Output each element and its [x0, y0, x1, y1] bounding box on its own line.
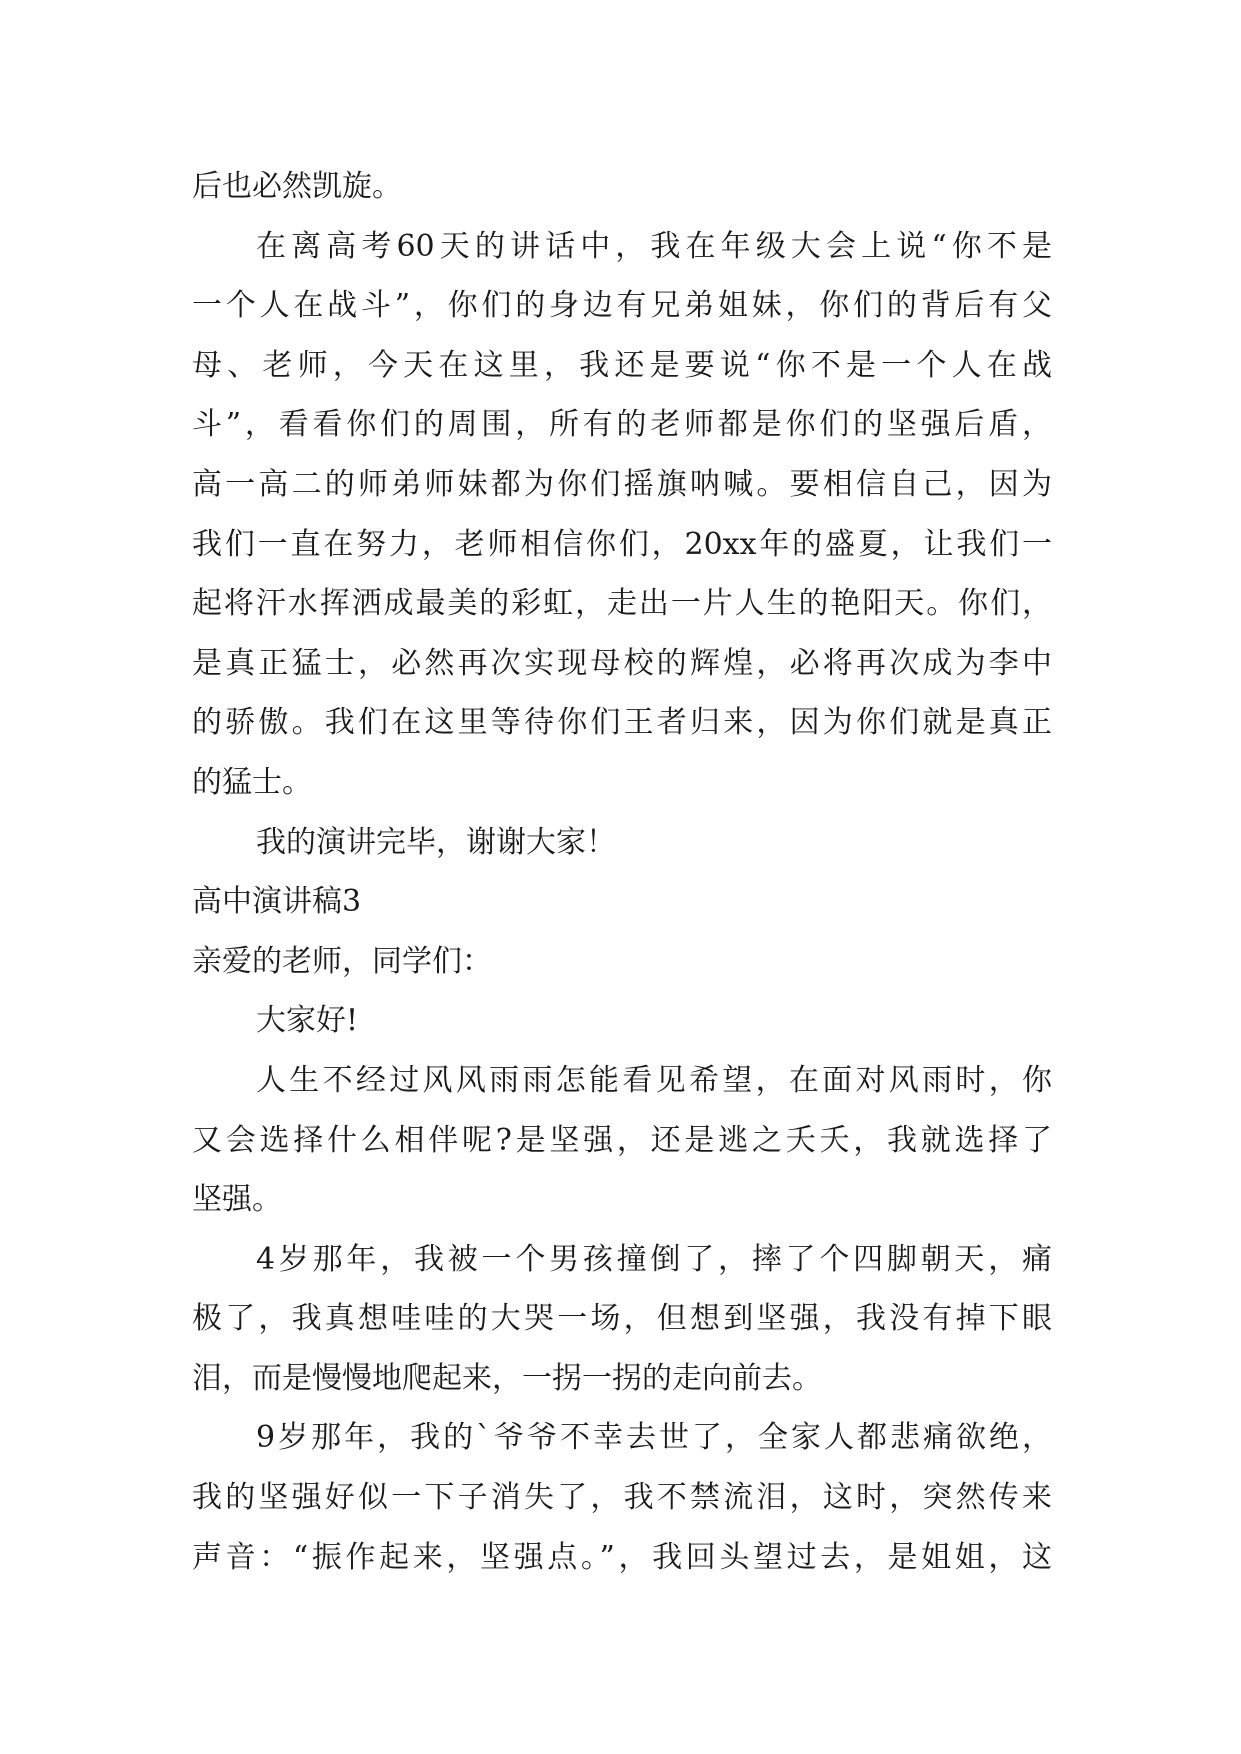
text-line: 一个人在战斗”，你们的身边有兄弟姐妹，你们的背后有父 [192, 288, 1052, 324]
text-line: 高一高二的师弟师妹都为你们摇旗呐喊。要相信自己，因为 [192, 466, 1052, 502]
text-line: 坚强。 [192, 1182, 282, 1218]
text-line: 起将汗水挥洒成最美的彩虹，走出一片人生的艳阳天。你们， [192, 586, 1052, 622]
text-line: 我的坚强好似一下子消失了，我不禁流泪，这时，突然传来 [192, 1480, 1052, 1516]
document-body [192, 157, 1052, 1587]
text-line: 我们一直在努力，老师相信你们，20xx年的盛夏，让我们一 [192, 526, 1052, 562]
text-line: 我的演讲完毕，谢谢大家！ [256, 824, 616, 860]
text-line: 的猛士。 [192, 764, 312, 800]
text-line: 泪，而是慢慢地爬起来，一拐一拐的走向前去。 [192, 1360, 822, 1396]
text-line: 高中演讲稿3 [192, 884, 362, 920]
text-line: 后也必然凯旋。 [192, 169, 402, 204]
text-line: 4岁那年，我被一个男孩撞倒了，摔了个四脚朝天，痛 [256, 1241, 1052, 1277]
text-line: 声音：“振作起来，坚强点。”，我回头望过去，是姐姐，这 [192, 1539, 1052, 1575]
text-line: 在离高考60天的讲话中，我在年级大会上说“你不是 [256, 228, 1052, 264]
text-line: 又会选择什么相伴呢?是坚强，还是逃之夭夭，我就选择了 [192, 1122, 1052, 1158]
text-line: 人生不经过风风雨雨怎能看见希望，在面对风雨时，你 [256, 1062, 1052, 1098]
text-line: 是真正猛士，必然再次实现母校的辉煌，必将再次成为李中 [192, 645, 1052, 681]
text-line: 9岁那年，我的`爷爷不幸去世了，全家人都悲痛欲绝， [256, 1420, 1052, 1456]
text-line: 的骄傲。我们在这里等待你们王者归来，因为你们就是真正 [192, 705, 1052, 741]
text-line: 大家好! [256, 1003, 359, 1039]
text-line: 极了，我真想哇哇的大哭一场，但想到坚强，我没有掉下眼 [192, 1301, 1052, 1337]
text-line: 母、老师，今天在这里，我还是要说“你不是一个人在战 [192, 347, 1052, 383]
text-line: 斗”，看看你们的周围，所有的老师都是你们的坚强后盾， [192, 407, 1052, 443]
text-line: 亲爱的老师，同学们： [192, 943, 492, 979]
